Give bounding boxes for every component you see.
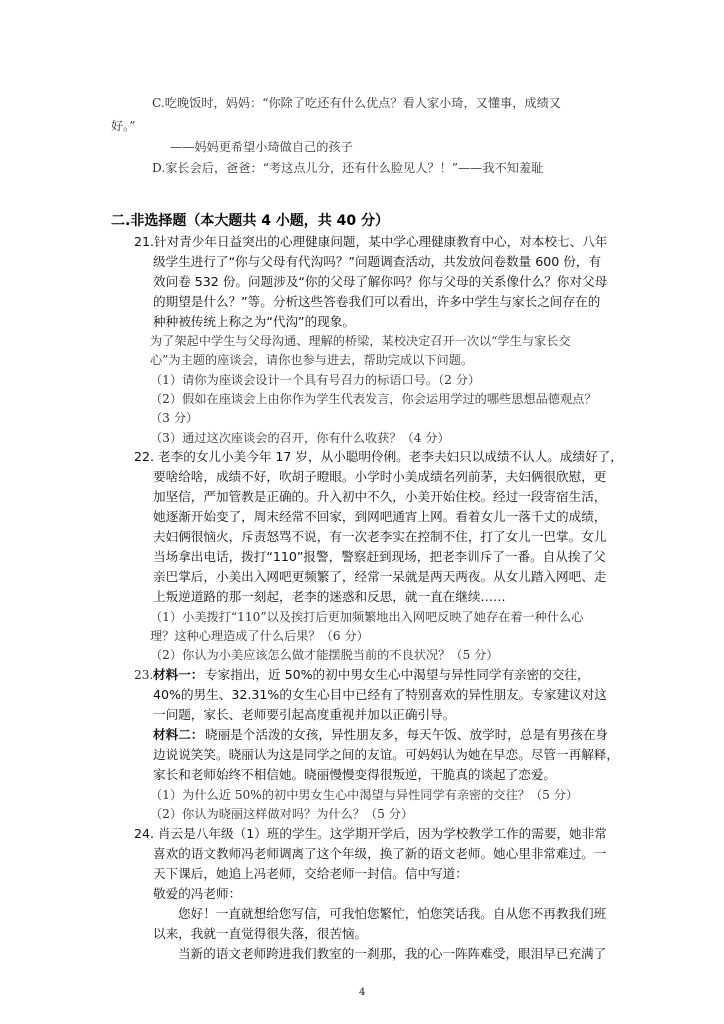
q22-line7: 亲巴掌后，小美出入网吧更频繁了，经常一呆就是两天两夜。从女儿踏入网吧、走 xyxy=(153,569,607,584)
q22-line3: 加坚信，严加管教是正确的。升入初中不久，小美开始住校。经过一段寄宿生活， xyxy=(153,489,607,504)
q23-material1-line1: 专家指出，近 50%的初中男女生心中渴望与异性同学有亲密的交往， xyxy=(205,667,590,682)
q24-line1: 24. 肖云是八年级（1）班的学生。这学期开学后，因为学校教学工作的需要，她非常 xyxy=(134,826,607,841)
q21-part2-line1: （2）假如在座谈会上由你作为学生代表发言，你会运用学过的哪些思想品德观点？ xyxy=(150,392,597,406)
q21-line7: 心”为主题的座谈会，请你也参与进去，帮助完成以下问题。 xyxy=(150,353,474,367)
q23-number: 23. xyxy=(134,668,154,682)
q23-material2-line1: 晓丽是个活泼的女孩，异性朋友多，每天午饭、放学时，总是有男孩在身 xyxy=(205,727,608,742)
page-number: 4 xyxy=(359,987,366,998)
q23-material1-label: 材料一： xyxy=(153,667,204,682)
q20-option-c-line1: C.吃晚饭时，妈妈：“你除了吃还有什么优点？看人家小琦，又懂事，成绩又 xyxy=(152,96,561,110)
q23-material1-line2: 40%的男生、32.31%的女生心目中已经有了特别喜欢的异性朋友。专家建议对这 xyxy=(153,687,607,702)
q22-line1: 22. 老李的女儿小美今年 17 岁，从小聪明伶俐。老李夫妇只以成绩不认人。成绩好了， xyxy=(134,449,623,464)
q22-line2: 要啥给啥，成绩不好，吹胡子瞪眼。小学时小美成绩名列前茅，夫妇俩很欣慰，更 xyxy=(153,469,607,484)
q22-part2: （2）你认为小美应该怎么做才能摆脱当前的不良状况？（5 分） xyxy=(150,648,499,662)
q21-line1: 21.针对青少年日益突出的心理健康问题，某中学心理健康教育中心，对本校七、八年 xyxy=(134,234,608,249)
q24-line6: 以来，我就一直觉得很失落，很苦恼。 xyxy=(153,926,368,941)
q21-line5: 种种被传统上称之为“代沟”的现象。 xyxy=(153,314,355,329)
q21-line2: 级学生进行了“你与父母有代沟吗？”问题调查活动，共发放问卷数量 600 份，有 xyxy=(153,254,602,269)
q20-option-d: D.家长会后，爸爸：“考这点儿分，还有什么脸见人？！”——我不知羞耻 xyxy=(152,161,544,175)
q23-material2-label: 材料二： xyxy=(153,727,204,742)
q23-material2-line2: 边说说笑笑。晓丽认为这是同学之间的友谊。可妈妈认为她在早恋。尽管一再解释， xyxy=(153,747,619,762)
q20-option-c-line3: ——妈妈更希望小琦做自己的孩子 xyxy=(170,140,353,154)
q20-option-c-line2: 好。” xyxy=(111,119,136,133)
q24-line3: 天下课后，她追上冯老师，交给老师一封信。信中写道： xyxy=(153,866,468,881)
q21-line4: 的期望是什么？”等。分析这些答卷我们可以看出，许多中学生与家长之间存在的 xyxy=(153,294,601,309)
q22-line8: 上叛逆道路的那一刻起，老李的迷惑和反思，就一直在继续…… xyxy=(153,589,506,604)
q22-line4: 她逐渐开始变了，周末经常不回家，到网吧通宵上网。看着女儿一落千丈的成绩， xyxy=(153,509,607,524)
q21-part1: （1）请你为座谈会设计一个具有号召力的标语口号。（2 分） xyxy=(150,373,481,387)
q21-part2-line2: （3 分） xyxy=(150,411,199,425)
q24-line4: 敬爱的冯老师： xyxy=(153,886,242,901)
q23-part2: （2）你认为晓丽这样做对吗？为什么？（5 分） xyxy=(150,807,414,821)
section-heading: 二.非选择题（本大题共 4 小题，共 40 分） xyxy=(111,213,390,229)
q21-line3: 效问卷 532 份。问题涉及“你的父母了解你吗？你与父母的关系像什么？你对父母 xyxy=(153,274,608,289)
q21-part3: （3）通过这次座谈会的召开，你有什么收获？（4 分） xyxy=(150,431,450,445)
q24-line2: 喜欢的语文教师冯老师调离了这个年级，换了新的语文老师。她心里非常难过。一 xyxy=(153,846,607,861)
q22-line5: 夫妇俩很恼火，斥责怒骂不说，有一次老李实在控制不住，打了女儿一巴掌。女儿 xyxy=(153,529,607,544)
q23-material1-line3: 一问题，家长、老师要引起高度重视并加以正确引导。 xyxy=(153,707,456,722)
q22-part1-line1: （1）小美拨打“110”以及挨打后更加频繁地出入网吧反映了她存在着一种什么心 xyxy=(150,610,584,624)
q24-line7: 当新的语文老师跨进我们教室的一刹那，我的心一阵阵难受，眼泪早已充满了 xyxy=(178,946,607,961)
q24-line5: 您好！一直就想给您写信，可我怕您繁忙，怕您笑话我。自从您不再教我们班 xyxy=(178,906,607,921)
q23-part1: （1）为什么近 50%的初中男女生心中渴望与异性同学有亲密的交往？（5 分） xyxy=(150,788,579,802)
q22-line6: 当场拿出电话，拨打“110”报警，警察赶到现场，把老李训斥了一番。自从挨了父 xyxy=(153,549,606,564)
q23-material2-line3: 家长和老师始终不相信她。晓丽慢慢变得很叛逆，干脆真的谈起了恋爱。 xyxy=(153,767,556,782)
q21-line6: 为了架起中学生与父母沟通、理解的桥梁，某校决定召开一次以“学生与家长交 xyxy=(150,334,571,348)
q22-part1-line2: 理？这种心理造成了什么后果？（6 分） xyxy=(150,629,369,643)
